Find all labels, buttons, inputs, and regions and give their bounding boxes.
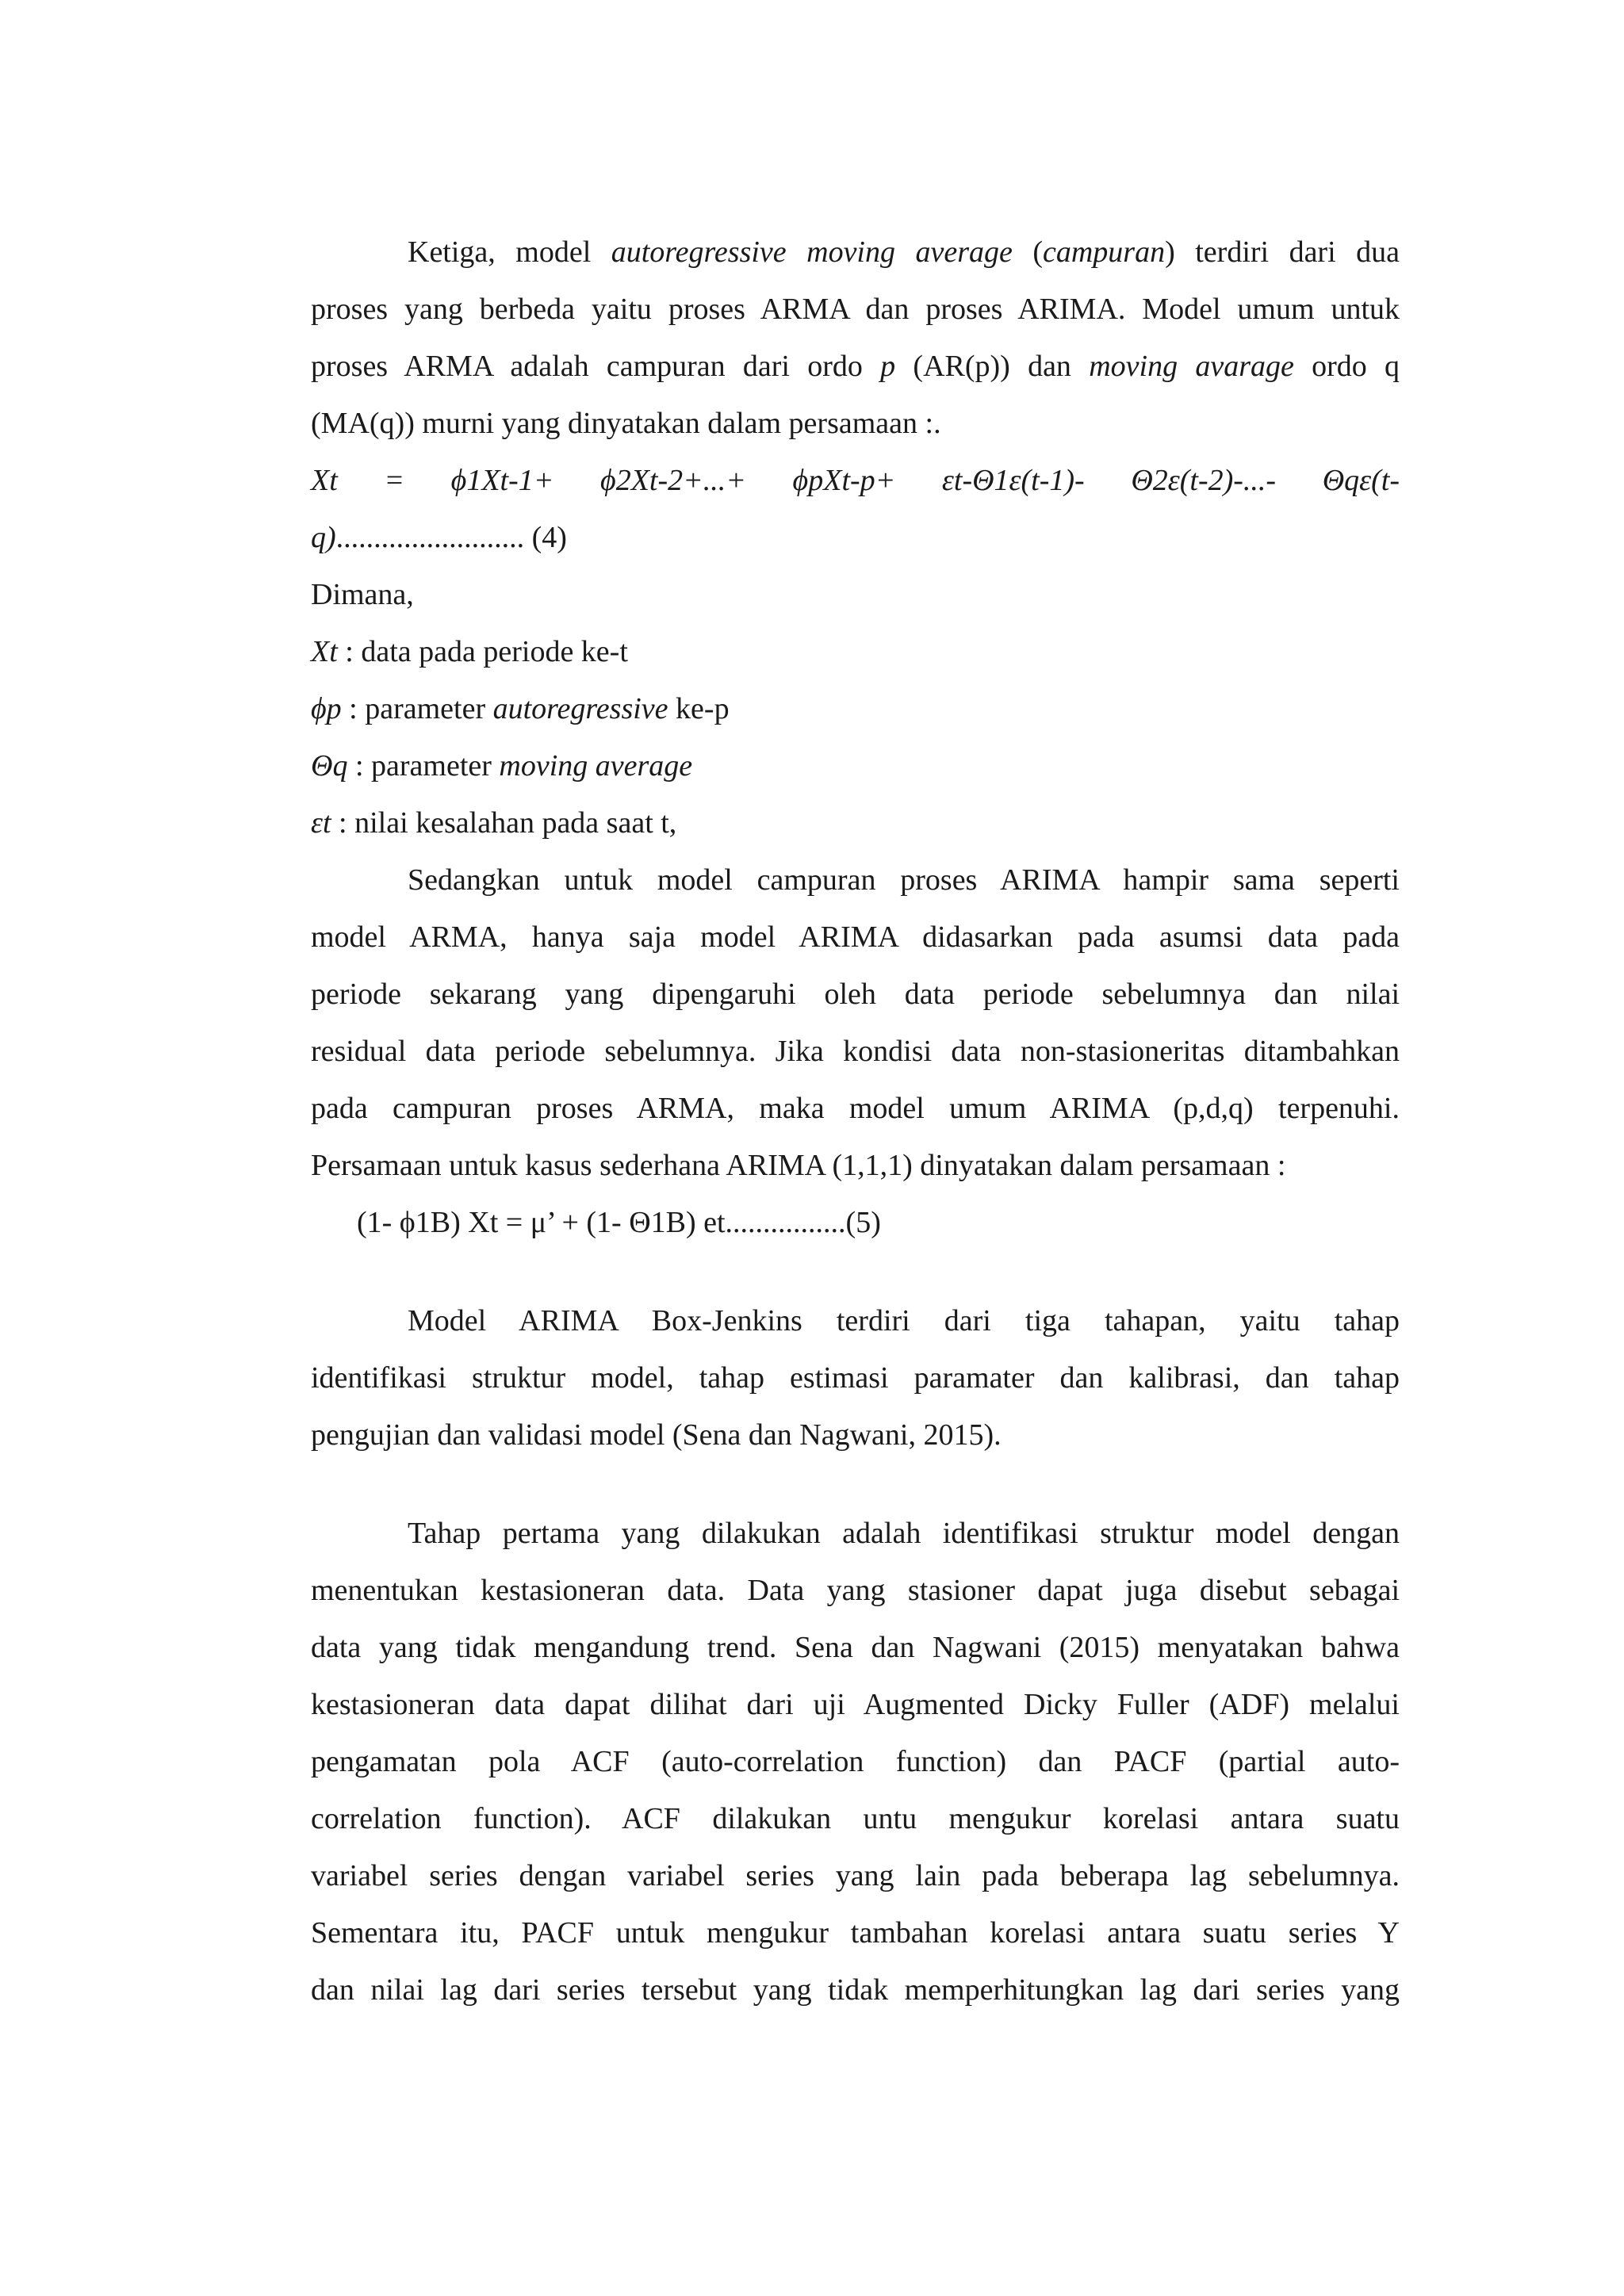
definition-item: εt : nilai kesalahan pada saat t, [311,806,677,840]
definition-item: Xt : data pada periode ke-t [311,635,628,668]
paragraph-line: pada campuran proses ARMA, maka model umum ARIMA (p,d,q) terpenuhi. [311,1092,1400,1125]
paragraph-arima-mixed [311,851,1400,1194]
paragraph-identification [311,1505,1400,2019]
definition-item: ϕp : parameter autoregressive ke-p [311,692,730,725]
equation-5: (1- ϕ1B) Xt = μ’ + (1- Θ1B) et................(5) [357,1206,881,1239]
equation-4 [311,452,1400,566]
paragraph-line: dan nilai lag dari series tersebut yang tidak memperhitungkan lag dari series yang [311,1973,1400,2007]
definitions-list [311,566,1400,851]
paragraph-line: pengujian dan validasi model (Sena dan Nagwani, 2015). [311,1418,1002,1452]
paragraph-line: proses ARMA adalah campuran dari ordo p (AR(p)) dan moving avarage ordo q [311,350,1400,383]
paragraph-line: (MA(q)) murni yang dinyatakan dalam persamaan :. [311,407,941,440]
paragraph-line: Tahap pertama yang dilakukan adalah identifikasi struktur model dengan [408,1517,1400,1550]
paragraph-box-jenkins [311,1292,1400,1464]
paragraph-line: Ketiga, model autoregressive moving average (campuran) terdiri dari dua [408,235,1400,269]
paragraph-line: pengamatan pola ACF (auto-correlation function) dan PACF (partial auto- [311,1745,1400,1778]
paragraph-line: Sedangkan untuk model campuran proses ARIMA hampir sama seperti [408,863,1400,897]
paragraph-line: Model ARIMA Box-Jenkins terdiri dari tiga tahapan, yaitu tahap [408,1304,1400,1337]
paragraph-line: Sementara itu, PACF untuk mengukur tambahan korelasi antara suatu series Y [311,1916,1400,1950]
equation-line: Xt = ϕ1Xt-1+ ϕ2Xt-2+...+ ϕpXt-p+ εt-Θ1ε(t-1)- Θ2ε(t-2)-...- Θqε(t- [311,464,1400,497]
paragraph-line: data yang tidak mengandung trend. Sena dan Nagwani (2015) menyatakan bahwa [311,1631,1400,1664]
paragraph-line: model ARMA, hanya saja model ARIMA didasarkan pada asumsi data pada [311,920,1400,954]
paragraph-spacer [311,1464,1400,1505]
definition-item: Θq : parameter moving average [311,749,693,783]
paragraph-line: residual data periode sebelumnya. Jika kondisi data non-stasioneritas ditambahkan [311,1035,1400,1068]
paragraph-line: proses yang berbeda yaitu proses ARMA dan proses ARIMA. Model umum untuk [311,293,1400,326]
paragraph-line: menentukan kestasioneran data. Data yang stasioner dapat juga disebut sebagai [311,1574,1400,1607]
paragraph-line: variabel series dengan variabel series yang lain pada beberapa lag sebelumnya. [311,1859,1400,1892]
paragraph-spacer [311,1251,1400,1292]
definitions-intro: Dimana, [311,578,414,611]
paragraph-line: periode sekarang yang dipengaruhi oleh data periode sebelumnya dan nilai [311,978,1400,1011]
equation-line: q)......................... (4) [311,521,567,554]
paragraph-line: Persamaan untuk kasus sederhana ARIMA (1,1,1) dinyatakan dalam persamaan : [311,1149,1286,1182]
paragraph-line: kestasioneran data dapat dilihat dari uji Augmented Dicky Fuller (ADF) melalui [311,1688,1400,1721]
document-page [311,224,1400,2019]
paragraph-line: identifikasi struktur model, tahap estimasi paramater dan kalibrasi, dan tahap [311,1361,1400,1395]
paragraph-arma-intro [311,224,1400,452]
paragraph-line: correlation function). ACF dilakukan untu mengukur korelasi antara suatu [311,1802,1400,1835]
